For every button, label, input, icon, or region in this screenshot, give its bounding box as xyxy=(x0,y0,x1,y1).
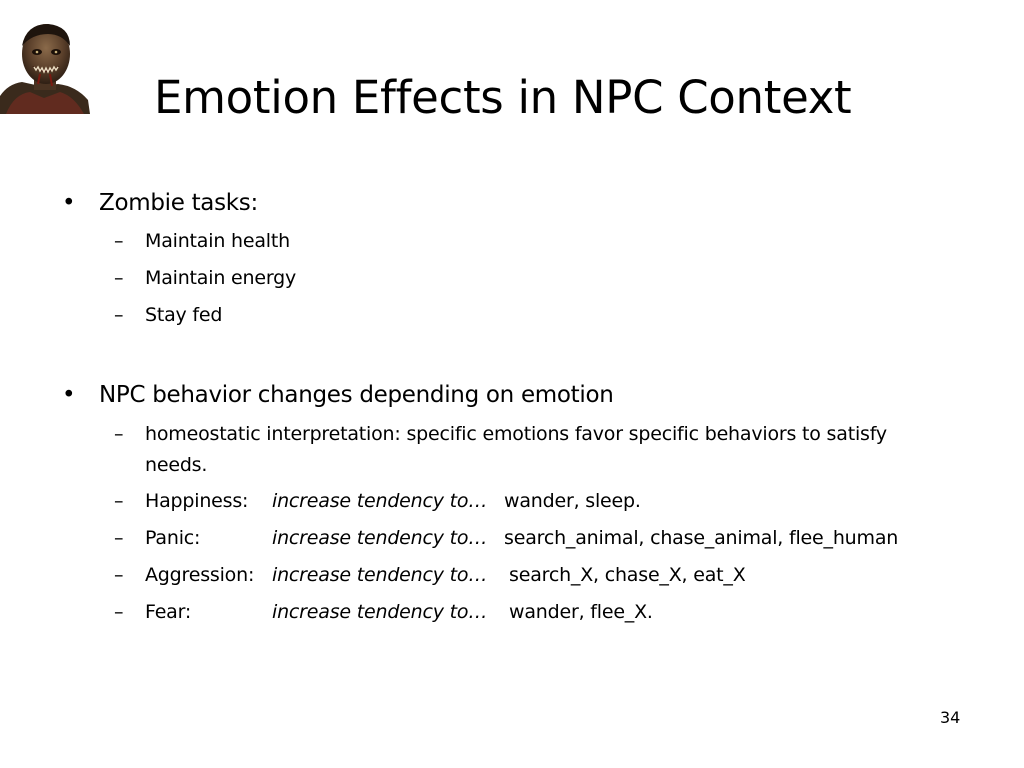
page-number: 34 xyxy=(940,708,961,727)
emotion-label: Happiness: xyxy=(145,490,249,512)
sub-bullet-text: Maintain energy xyxy=(145,267,297,289)
dash-marker: – xyxy=(114,564,124,586)
dash-marker: – xyxy=(114,490,124,512)
tendency-emphasis: increase tendency to… xyxy=(272,527,488,549)
tendency-emphasis: increase tendency to… xyxy=(272,564,488,586)
behavior-list: search_X, chase_X, eat_X xyxy=(509,564,746,586)
bullet-text: Zombie tasks: xyxy=(99,190,258,216)
tendency-emphasis: increase tendency to… xyxy=(272,490,488,512)
bullet-marker: • xyxy=(62,382,76,408)
behavior-list: wander, flee_X. xyxy=(509,601,653,623)
dash-marker: – xyxy=(114,304,124,326)
sub-bullet-text: homeostatic interpretation: specific emotions favor specific behaviors to satisfy needs. xyxy=(145,423,887,476)
zombie-head-icon xyxy=(0,22,90,114)
emotion-label: Fear: xyxy=(145,601,192,623)
dash-marker: – xyxy=(114,601,124,623)
slide-title: Emotion Effects in NPC Context xyxy=(154,71,852,124)
tendency-emphasis: increase tendency to… xyxy=(272,601,488,623)
sub-bullet-text: Maintain health xyxy=(145,230,290,252)
behavior-list: search_animal, chase_animal, flee_human xyxy=(504,527,899,549)
bullet-text: NPC behavior changes depending on emotion xyxy=(99,382,614,408)
behavior-list: wander, sleep. xyxy=(504,490,641,512)
emotion-label: Aggression: xyxy=(145,564,255,586)
bullet-marker: • xyxy=(62,190,76,216)
dash-marker: – xyxy=(114,423,124,445)
emotion-label: Panic: xyxy=(145,527,201,549)
sub-bullet-text: Stay fed xyxy=(145,304,223,326)
dash-marker: – xyxy=(114,230,124,252)
dash-marker: – xyxy=(114,267,124,289)
dash-marker: – xyxy=(114,527,124,549)
